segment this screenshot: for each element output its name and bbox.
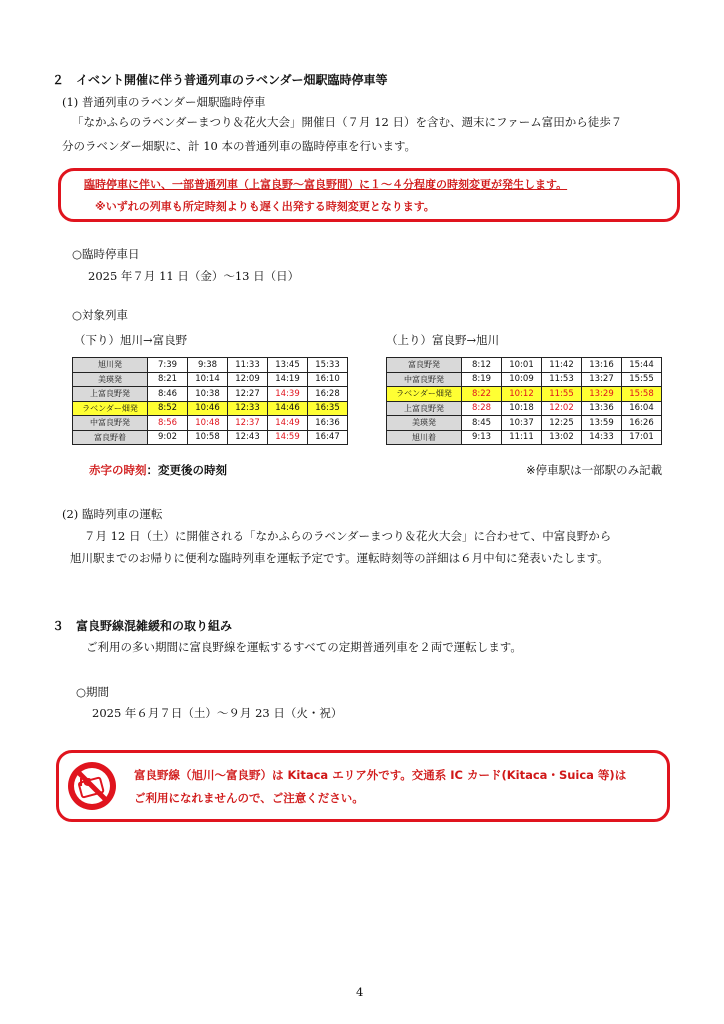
time-cell: 13:29	[582, 387, 622, 402]
time-cell: 13:27	[582, 372, 622, 387]
table-row	[73, 401, 348, 416]
time-cell: 10:38	[188, 387, 228, 402]
station-name-cell: 中富良野発	[73, 416, 148, 431]
station-name-cell: 旭川発	[73, 358, 148, 373]
time-cell: 8:56	[148, 416, 188, 431]
time-cell: 16:26	[622, 416, 662, 431]
time-cell: 14:46	[268, 401, 308, 416]
time-cell: 8:52	[148, 401, 188, 416]
station-name-cell: 美瑛発	[387, 416, 462, 431]
time-cell: 15:55	[622, 372, 662, 387]
legend	[89, 462, 227, 478]
time-cell: 7:39	[148, 358, 188, 373]
legend-description: ：変更後の時刻	[146, 463, 227, 477]
station-name-cell: ラベンダー畑発	[387, 387, 462, 402]
schedule-change-notice-line2: ※いずれの列車も所定時刻よりも遅く出発する時刻変更となります。	[95, 200, 435, 213]
time-cell: 13:36	[582, 401, 622, 416]
time-cell: 8:19	[462, 372, 502, 387]
station-name-cell: 上富良野発	[73, 387, 148, 402]
subsection2-title: (2) 臨時列車の運転	[62, 507, 163, 521]
section2-heading: ２ イベント開催に伴う普通列車のラベンダー畑駅臨時停車等	[52, 73, 388, 87]
target-trains-label: ○対象列車	[72, 308, 129, 322]
ic-card-notice-line2: ご利用になれませんので、ご注意ください。	[134, 791, 364, 805]
time-cell: 10:12	[502, 387, 542, 402]
time-cell: 10:58	[188, 430, 228, 445]
stop-station-note: ※停車駅は一部駅のみ記載	[526, 463, 663, 477]
ic-card-notice-line1: 富良野線（旭川～富良野）は Kitaca エリア外です。交通系 IC カード(Kitaca・Suica 等)は	[134, 768, 627, 782]
table-row	[387, 416, 662, 431]
table-row	[387, 430, 662, 445]
time-cell: 11:42	[542, 358, 582, 373]
legend-red-label: 赤字の時刻	[89, 463, 147, 477]
time-cell: 12:02	[542, 401, 582, 416]
time-cell: 10:01	[502, 358, 542, 373]
subsection1-body-line1: 「なかふらのラベンダーまつり＆花火大会」開催日（７月 12 日）を含む、週末にファーム富田から徒歩７	[72, 115, 623, 129]
subsection2-body-line2: 旭川駅までのお帰りに便利な臨時列車を運転予定です。運転時刻等の詳細は６月中旬に発表いたします。	[70, 551, 609, 565]
table-row	[387, 401, 662, 416]
time-cell: 12:27	[228, 387, 268, 402]
station-name-cell: 中富良野発	[387, 372, 462, 387]
time-cell: 12:43	[228, 430, 268, 445]
time-cell: 16:35	[308, 401, 348, 416]
time-cell: 14:33	[582, 430, 622, 445]
subsection1-body-line2: 分のラベンダー畑駅に、計 10 本の普通列車の臨時停車を行います。	[62, 139, 417, 153]
time-cell: 9:02	[148, 430, 188, 445]
stop-days-label: ○臨時停車日	[72, 247, 140, 261]
station-name-cell: 上富良野発	[387, 401, 462, 416]
time-cell: 15:44	[622, 358, 662, 373]
time-cell: 10:09	[502, 372, 542, 387]
time-cell: 8:12	[462, 358, 502, 373]
time-cell: 12:37	[228, 416, 268, 431]
time-cell: 10:14	[188, 372, 228, 387]
section3-heading: ３ 富良野線混雑緩和の取り組み	[52, 619, 233, 633]
time-cell: 16:10	[308, 372, 348, 387]
time-cell: 16:47	[308, 430, 348, 445]
time-cell: 14:39	[268, 387, 308, 402]
table-row	[387, 358, 662, 373]
time-cell: 9:38	[188, 358, 228, 373]
ic-card-notice-box	[56, 750, 670, 822]
time-cell: 10:48	[188, 416, 228, 431]
period-value: 2025 年６月７日（土）～９月 23 日（火・祝）	[92, 706, 343, 720]
time-cell: 8:46	[148, 387, 188, 402]
time-cell: 16:28	[308, 387, 348, 402]
table-row	[387, 387, 662, 402]
time-cell: 12:09	[228, 372, 268, 387]
time-cell: 15:58	[622, 387, 662, 402]
time-cell: 15:33	[308, 358, 348, 373]
section3-body: ご利用の多い期間に富良野線を運転するすべての定期普通列車を２両で運転します。	[86, 640, 522, 654]
time-cell: 10:37	[502, 416, 542, 431]
time-cell: 8:21	[148, 372, 188, 387]
time-cell: 13:02	[542, 430, 582, 445]
time-cell: 13:45	[268, 358, 308, 373]
ic-icon-text: IC	[79, 776, 92, 789]
no-ic-card-icon	[66, 760, 118, 812]
station-name-cell: 美瑛発	[73, 372, 148, 387]
time-cell: 12:25	[542, 416, 582, 431]
down-table-title: （下り）旭川→富良野	[74, 333, 188, 347]
time-cell: 14:59	[268, 430, 308, 445]
down-timetable	[72, 357, 348, 445]
time-cell: 8:28	[462, 401, 502, 416]
time-cell: 8:22	[462, 387, 502, 402]
subsection1-title: (1) 普通列車のラベンダー畑駅臨時停車	[62, 95, 266, 109]
time-cell: 16:04	[622, 401, 662, 416]
time-cell: 13:59	[582, 416, 622, 431]
period-label: ○期間	[76, 685, 110, 699]
time-cell: 11:55	[542, 387, 582, 402]
time-cell: 8:45	[462, 416, 502, 431]
subsection2-body-line1: ７月 12 日（土）に開催される「なかふらのラベンダーまつり＆花火大会」に合わせて、中富良野から	[84, 529, 612, 543]
up-table-title: （上り）富良野→旭川	[386, 333, 500, 347]
station-name-cell: 富良野発	[387, 358, 462, 373]
time-cell: 11:53	[542, 372, 582, 387]
table-row	[73, 358, 348, 373]
table-row	[73, 372, 348, 387]
table-row	[73, 430, 348, 445]
time-cell: 14:49	[268, 416, 308, 431]
time-cell: 13:16	[582, 358, 622, 373]
stop-days-value: 2025 年７月 11 日（金）～13 日（日）	[88, 269, 300, 283]
station-name-cell: 富良野着	[73, 430, 148, 445]
time-cell: 16:36	[308, 416, 348, 431]
time-cell: 12:33	[228, 401, 268, 416]
time-cell: 11:33	[228, 358, 268, 373]
schedule-change-notice-line1: 臨時停車に伴い、一部普通列車（上富良野～富良野間）に１～４分程度の時刻変更が発生します。	[84, 178, 568, 191]
time-cell: 9:13	[462, 430, 502, 445]
station-name-cell: 旭川着	[387, 430, 462, 445]
time-cell: 10:46	[188, 401, 228, 416]
table-row	[73, 387, 348, 402]
time-cell: 14:19	[268, 372, 308, 387]
time-cell: 10:18	[502, 401, 542, 416]
station-name-cell: ラベンダー畑発	[73, 401, 148, 416]
table-row	[387, 372, 662, 387]
table-row	[73, 416, 348, 431]
page-number: 4	[356, 985, 364, 999]
up-timetable	[386, 357, 662, 445]
time-cell: 17:01	[622, 430, 662, 445]
time-cell: 11:11	[502, 430, 542, 445]
